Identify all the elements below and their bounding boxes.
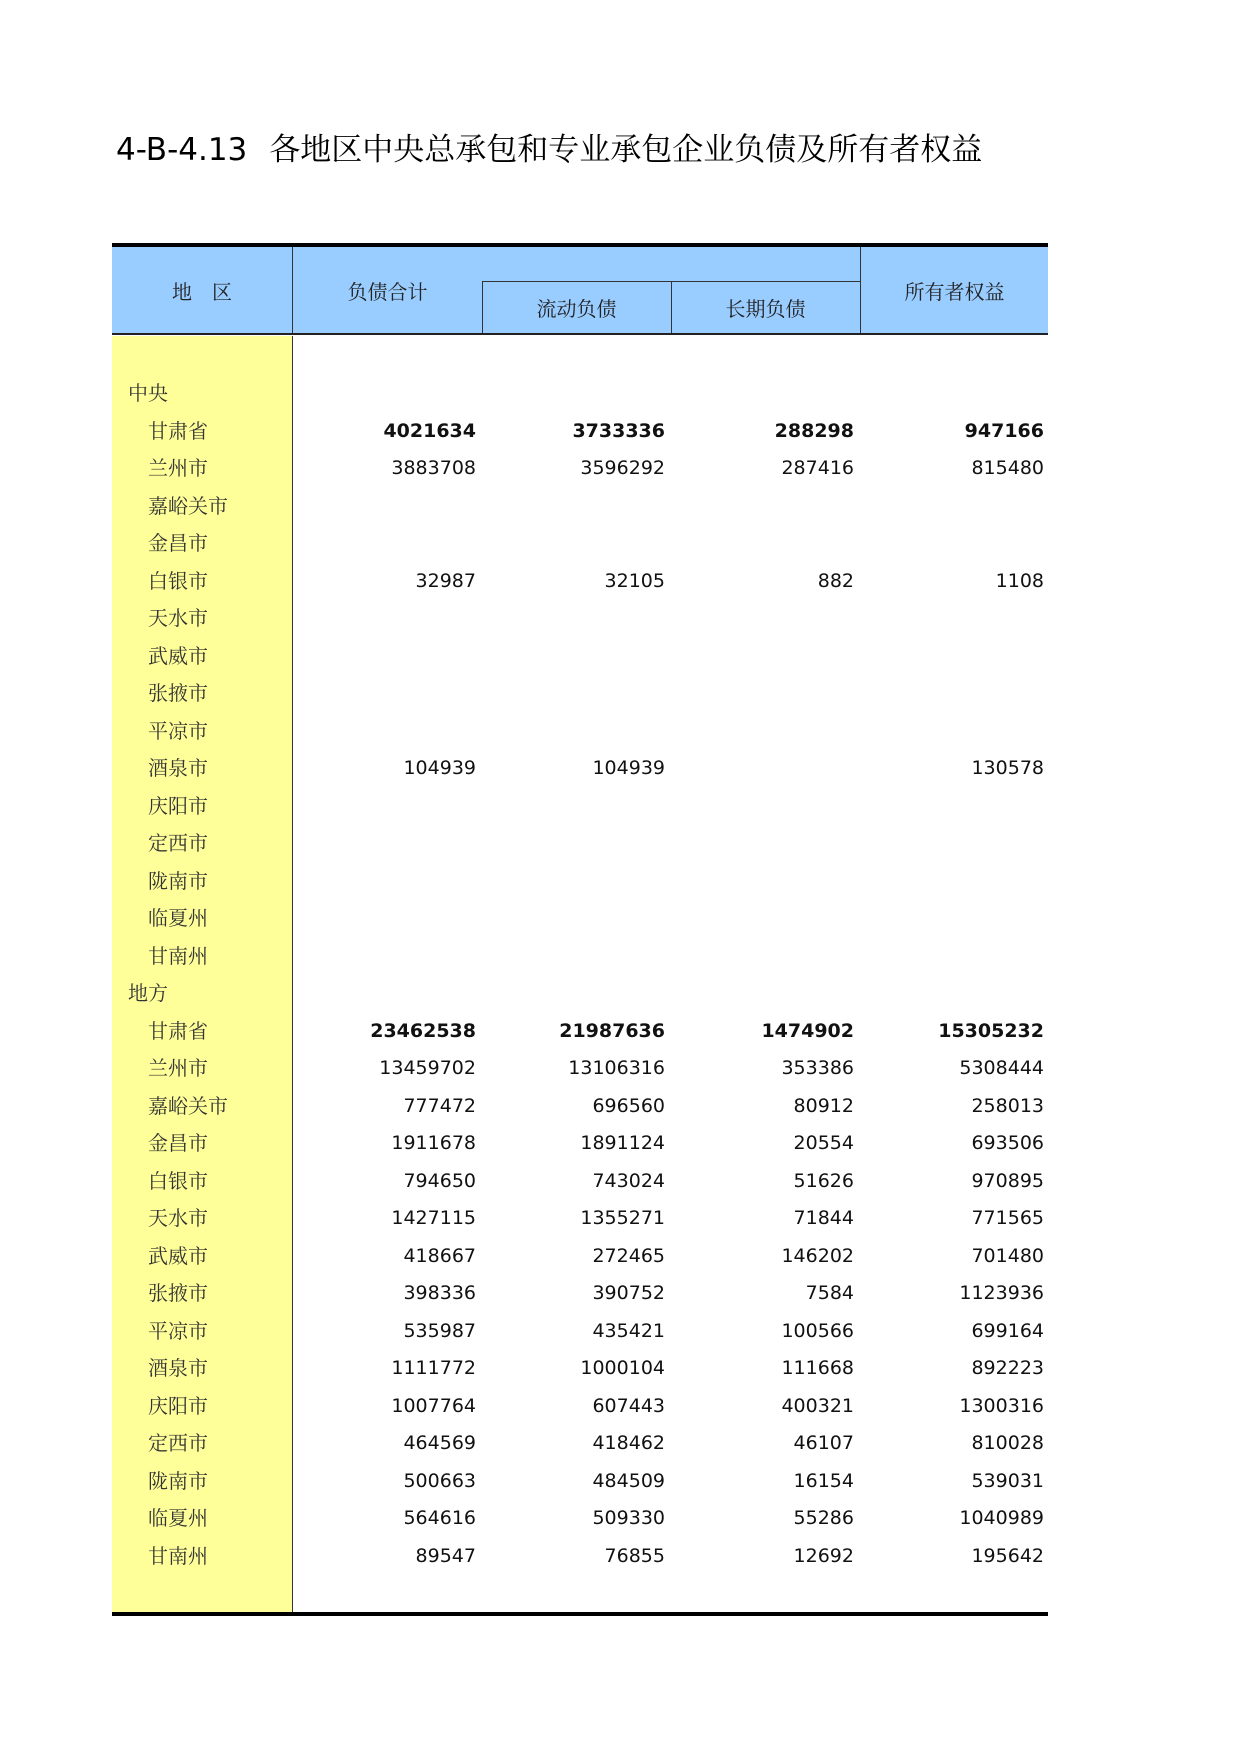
cell-total-liabilities: 464569 <box>403 1432 476 1454</box>
cell-owners-equity: 892223 <box>971 1357 1044 1379</box>
table-row <box>112 1538 1048 1576</box>
cell-long-term-liabilities: 12692 <box>793 1544 854 1567</box>
cell-owners-equity <box>860 525 1044 563</box>
cell-long-term-liabilities: 16154 <box>793 1469 854 1492</box>
cell-total-liabilities: 4021634 <box>383 419 476 442</box>
cell-long-term-liabilities: 71844 <box>793 1207 854 1229</box>
row-region-name: 陇南市 <box>148 1468 208 1493</box>
table-row <box>112 375 1048 413</box>
cell-current-liabilities: 418462 <box>592 1432 665 1454</box>
cell-total-liabilities <box>292 713 476 751</box>
cell-current-liabilities <box>482 525 665 563</box>
cell-total-liabilities: 794650 <box>403 1169 476 1192</box>
cell-current-liabilities: 76855 <box>604 1544 665 1567</box>
cell-current-liabilities: 3733336 <box>572 419 665 442</box>
table-code: 4-B-4.13 <box>116 132 248 168</box>
header-divider <box>860 247 861 333</box>
cell-long-term-liabilities: 51626 <box>793 1169 854 1192</box>
cell-total-liabilities: 418667 <box>403 1244 476 1267</box>
cell-long-term-liabilities: 400321 <box>781 1394 854 1417</box>
cell-long-term-liabilities <box>671 975 854 1013</box>
cell-total-liabilities: 1427115 <box>391 1207 476 1229</box>
table-body <box>112 375 1048 1575</box>
cell-owners-equity <box>860 600 1044 638</box>
row-region-name: 张掖市 <box>148 1281 208 1305</box>
cell-total-liabilities: 1007764 <box>391 1394 476 1417</box>
table-row <box>112 413 1048 451</box>
cell-long-term-liabilities <box>671 525 854 563</box>
row-region-name: 天水市 <box>148 606 208 630</box>
cell-owners-equity <box>860 900 1044 938</box>
cell-owners-equity <box>860 638 1044 676</box>
row-region-name: 定西市 <box>148 1431 208 1455</box>
cell-current-liabilities <box>482 788 665 826</box>
cell-current-liabilities: 696560 <box>592 1094 665 1117</box>
row-region-name: 酒泉市 <box>148 756 208 780</box>
table-row <box>112 975 1048 1013</box>
cell-total-liabilities <box>292 975 476 1013</box>
cell-long-term-liabilities <box>671 825 854 863</box>
table-bottom-rule <box>112 1612 1048 1616</box>
cell-owners-equity: 810028 <box>971 1432 1044 1454</box>
cell-long-term-liabilities <box>671 750 854 788</box>
cell-long-term-liabilities: 287416 <box>781 457 854 479</box>
cell-owners-equity <box>860 975 1044 1013</box>
cell-current-liabilities <box>482 488 665 526</box>
cell-long-term-liabilities <box>671 938 854 976</box>
cell-total-liabilities: 1911678 <box>391 1132 476 1154</box>
row-region-name: 庆阳市 <box>148 1393 208 1418</box>
cell-owners-equity: 815480 <box>971 457 1044 479</box>
table-row <box>112 1163 1048 1201</box>
cell-long-term-liabilities <box>671 863 854 901</box>
cell-current-liabilities: 104939 <box>592 757 665 779</box>
cell-long-term-liabilities: 1474902 <box>761 1019 854 1042</box>
cell-long-term-liabilities: 288298 <box>774 419 854 442</box>
table-row <box>112 1050 1048 1088</box>
header-owners-equity: 所有者权益 <box>904 279 1005 304</box>
row-region-name: 嘉峪关市 <box>148 1093 228 1118</box>
cell-owners-equity: 771565 <box>971 1207 1044 1229</box>
cell-current-liabilities <box>482 600 665 638</box>
header-bottom-rule <box>112 333 1048 335</box>
cell-owners-equity: 130578 <box>971 757 1044 779</box>
table-row <box>112 450 1048 488</box>
row-region-name: 白银市 <box>148 1168 208 1193</box>
table-row <box>112 1200 1048 1238</box>
cell-total-liabilities: 398336 <box>403 1282 476 1304</box>
row-region-name: 甘肃省 <box>148 418 208 443</box>
cell-current-liabilities: 21987636 <box>559 1019 665 1042</box>
cell-long-term-liabilities: 46107 <box>793 1432 854 1454</box>
cell-total-liabilities <box>292 638 476 676</box>
row-region-name: 地方 <box>128 981 168 1005</box>
table-row <box>112 488 1048 526</box>
header-long-term-liabilities: 长期负债 <box>725 296 806 321</box>
header-total-liabilities: 负债合计 <box>347 279 428 304</box>
cell-owners-equity: 699164 <box>971 1319 1044 1342</box>
cell-total-liabilities <box>292 525 476 563</box>
table-row <box>112 1313 1048 1351</box>
table-row <box>112 750 1048 788</box>
cell-total-liabilities: 535987 <box>403 1319 476 1342</box>
table-row <box>112 1013 1048 1051</box>
cell-total-liabilities <box>292 600 476 638</box>
table-row <box>112 1238 1048 1276</box>
cell-current-liabilities: 435421 <box>592 1319 665 1342</box>
cell-long-term-liabilities <box>671 488 854 526</box>
cell-long-term-liabilities <box>671 600 854 638</box>
header-region: 地 区 <box>172 279 232 304</box>
row-region-name: 兰州市 <box>148 456 208 480</box>
table-row <box>112 1500 1048 1538</box>
row-region-name: 中央 <box>128 381 168 405</box>
cell-owners-equity: 701480 <box>971 1244 1044 1267</box>
cell-current-liabilities <box>482 375 665 413</box>
table-row <box>112 788 1048 826</box>
cell-current-liabilities: 607443 <box>592 1394 665 1417</box>
row-region-name: 定西市 <box>148 831 208 855</box>
table-row <box>112 1125 1048 1163</box>
cell-total-liabilities: 89547 <box>415 1544 476 1567</box>
cell-total-liabilities <box>292 863 476 901</box>
table-title: 各地区中央总承包和专业承包企业负债及所有者权益 <box>269 132 983 168</box>
cell-current-liabilities <box>482 825 665 863</box>
row-region-name: 张掖市 <box>148 681 208 705</box>
cell-long-term-liabilities: 7584 <box>805 1282 854 1304</box>
row-region-name: 武威市 <box>148 643 208 668</box>
header-divider <box>292 247 293 333</box>
cell-long-term-liabilities: 882 <box>817 569 854 592</box>
cell-owners-equity <box>860 488 1044 526</box>
cell-owners-equity <box>860 675 1044 713</box>
cell-owners-equity: 1123936 <box>959 1282 1044 1304</box>
cell-total-liabilities <box>292 900 476 938</box>
row-region-name: 平凉市 <box>148 1318 208 1343</box>
table-row <box>112 638 1048 676</box>
table-row <box>112 938 1048 976</box>
cell-current-liabilities: 3596292 <box>580 457 665 479</box>
cell-total-liabilities: 500663 <box>403 1469 476 1492</box>
table-row <box>112 1275 1048 1313</box>
cell-long-term-liabilities <box>671 788 854 826</box>
table-row <box>112 1388 1048 1426</box>
cell-total-liabilities <box>292 938 476 976</box>
cell-total-liabilities: 13459702 <box>379 1057 476 1079</box>
cell-total-liabilities: 104939 <box>403 757 476 779</box>
cell-total-liabilities: 3883708 <box>391 457 476 479</box>
cell-current-liabilities: 390752 <box>592 1282 665 1304</box>
cell-current-liabilities: 1000104 <box>580 1357 665 1379</box>
cell-total-liabilities <box>292 488 476 526</box>
row-region-name: 甘南州 <box>148 1543 208 1568</box>
cell-long-term-liabilities: 146202 <box>781 1244 854 1267</box>
cell-owners-equity: 970895 <box>971 1169 1044 1192</box>
cell-long-term-liabilities <box>671 900 854 938</box>
header-current-liabilities: 流动负债 <box>536 296 617 321</box>
table-row <box>112 713 1048 751</box>
cell-total-liabilities: 564616 <box>403 1507 476 1529</box>
cell-total-liabilities <box>292 675 476 713</box>
cell-current-liabilities: 743024 <box>592 1169 665 1192</box>
cell-long-term-liabilities: 100566 <box>781 1319 854 1342</box>
cell-current-liabilities: 13106316 <box>568 1057 665 1079</box>
row-region-name: 白银市 <box>148 568 208 593</box>
cell-current-liabilities: 509330 <box>592 1507 665 1529</box>
table-header <box>112 247 1048 333</box>
row-region-name: 兰州市 <box>148 1056 208 1080</box>
header-sub-rule <box>482 281 860 282</box>
cell-current-liabilities <box>482 975 665 1013</box>
row-region-name: 金昌市 <box>148 1131 208 1155</box>
row-region-name: 金昌市 <box>148 531 208 555</box>
cell-current-liabilities: 1891124 <box>580 1132 665 1154</box>
cell-owners-equity: 15305232 <box>938 1019 1044 1042</box>
cell-owners-equity: 1300316 <box>959 1394 1044 1417</box>
row-region-name: 天水市 <box>148 1206 208 1230</box>
table-row <box>112 1350 1048 1388</box>
table-row <box>112 563 1048 601</box>
cell-long-term-liabilities <box>671 375 854 413</box>
cell-long-term-liabilities <box>671 638 854 676</box>
header-divider <box>671 281 672 333</box>
row-region-name: 庆阳市 <box>148 793 208 818</box>
cell-current-liabilities <box>482 713 665 751</box>
cell-owners-equity <box>860 863 1044 901</box>
cell-current-liabilities <box>482 863 665 901</box>
row-region-name: 甘肃省 <box>148 1018 208 1043</box>
row-region-name: 临夏州 <box>148 1506 208 1530</box>
row-region-name: 武威市 <box>148 1243 208 1268</box>
table-row <box>112 600 1048 638</box>
row-region-name: 酒泉市 <box>148 1356 208 1380</box>
cell-owners-equity: 258013 <box>971 1094 1044 1117</box>
cell-long-term-liabilities: 353386 <box>781 1057 854 1079</box>
cell-current-liabilities <box>482 900 665 938</box>
row-region-name: 嘉峪关市 <box>148 493 228 518</box>
cell-owners-equity <box>860 788 1044 826</box>
cell-owners-equity <box>860 375 1044 413</box>
cell-total-liabilities <box>292 375 476 413</box>
table-row <box>112 1425 1048 1463</box>
table-row <box>112 675 1048 713</box>
table-row <box>112 863 1048 901</box>
cell-long-term-liabilities <box>671 675 854 713</box>
page-title <box>116 124 982 169</box>
cell-current-liabilities: 1355271 <box>580 1207 665 1229</box>
cell-long-term-liabilities: 111668 <box>781 1357 854 1379</box>
row-region-name: 临夏州 <box>148 906 208 930</box>
cell-total-liabilities <box>292 825 476 863</box>
header-divider <box>482 281 483 333</box>
cell-total-liabilities: 32987 <box>415 569 476 592</box>
cell-owners-equity: 693506 <box>971 1132 1044 1154</box>
cell-owners-equity: 195642 <box>971 1544 1044 1567</box>
cell-current-liabilities <box>482 938 665 976</box>
cell-long-term-liabilities <box>671 713 854 751</box>
cell-current-liabilities: 484509 <box>592 1469 665 1492</box>
cell-total-liabilities: 1111772 <box>391 1357 476 1379</box>
cell-owners-equity: 539031 <box>971 1469 1044 1492</box>
cell-long-term-liabilities: 80912 <box>793 1094 854 1117</box>
cell-total-liabilities <box>292 788 476 826</box>
cell-owners-equity: 5308444 <box>959 1057 1044 1079</box>
cell-long-term-liabilities: 55286 <box>793 1507 854 1529</box>
cell-current-liabilities: 32105 <box>604 569 665 592</box>
cell-owners-equity <box>860 938 1044 976</box>
cell-total-liabilities: 23462538 <box>370 1019 476 1042</box>
table-row <box>112 1463 1048 1501</box>
table-row <box>112 900 1048 938</box>
cell-owners-equity <box>860 713 1044 751</box>
cell-total-liabilities: 777472 <box>403 1094 476 1117</box>
row-region-name: 甘南州 <box>148 943 208 968</box>
table-row <box>112 825 1048 863</box>
row-region-name: 平凉市 <box>148 718 208 743</box>
cell-owners-equity <box>860 825 1044 863</box>
cell-owners-equity: 1040989 <box>959 1507 1044 1529</box>
cell-owners-equity: 947166 <box>964 419 1044 442</box>
table-row <box>112 1088 1048 1126</box>
cell-long-term-liabilities: 20554 <box>793 1132 854 1154</box>
cell-current-liabilities <box>482 638 665 676</box>
cell-current-liabilities <box>482 675 665 713</box>
cell-current-liabilities: 272465 <box>592 1244 665 1267</box>
table-row <box>112 525 1048 563</box>
cell-owners-equity: 1108 <box>995 569 1044 592</box>
row-region-name: 陇南市 <box>148 868 208 893</box>
